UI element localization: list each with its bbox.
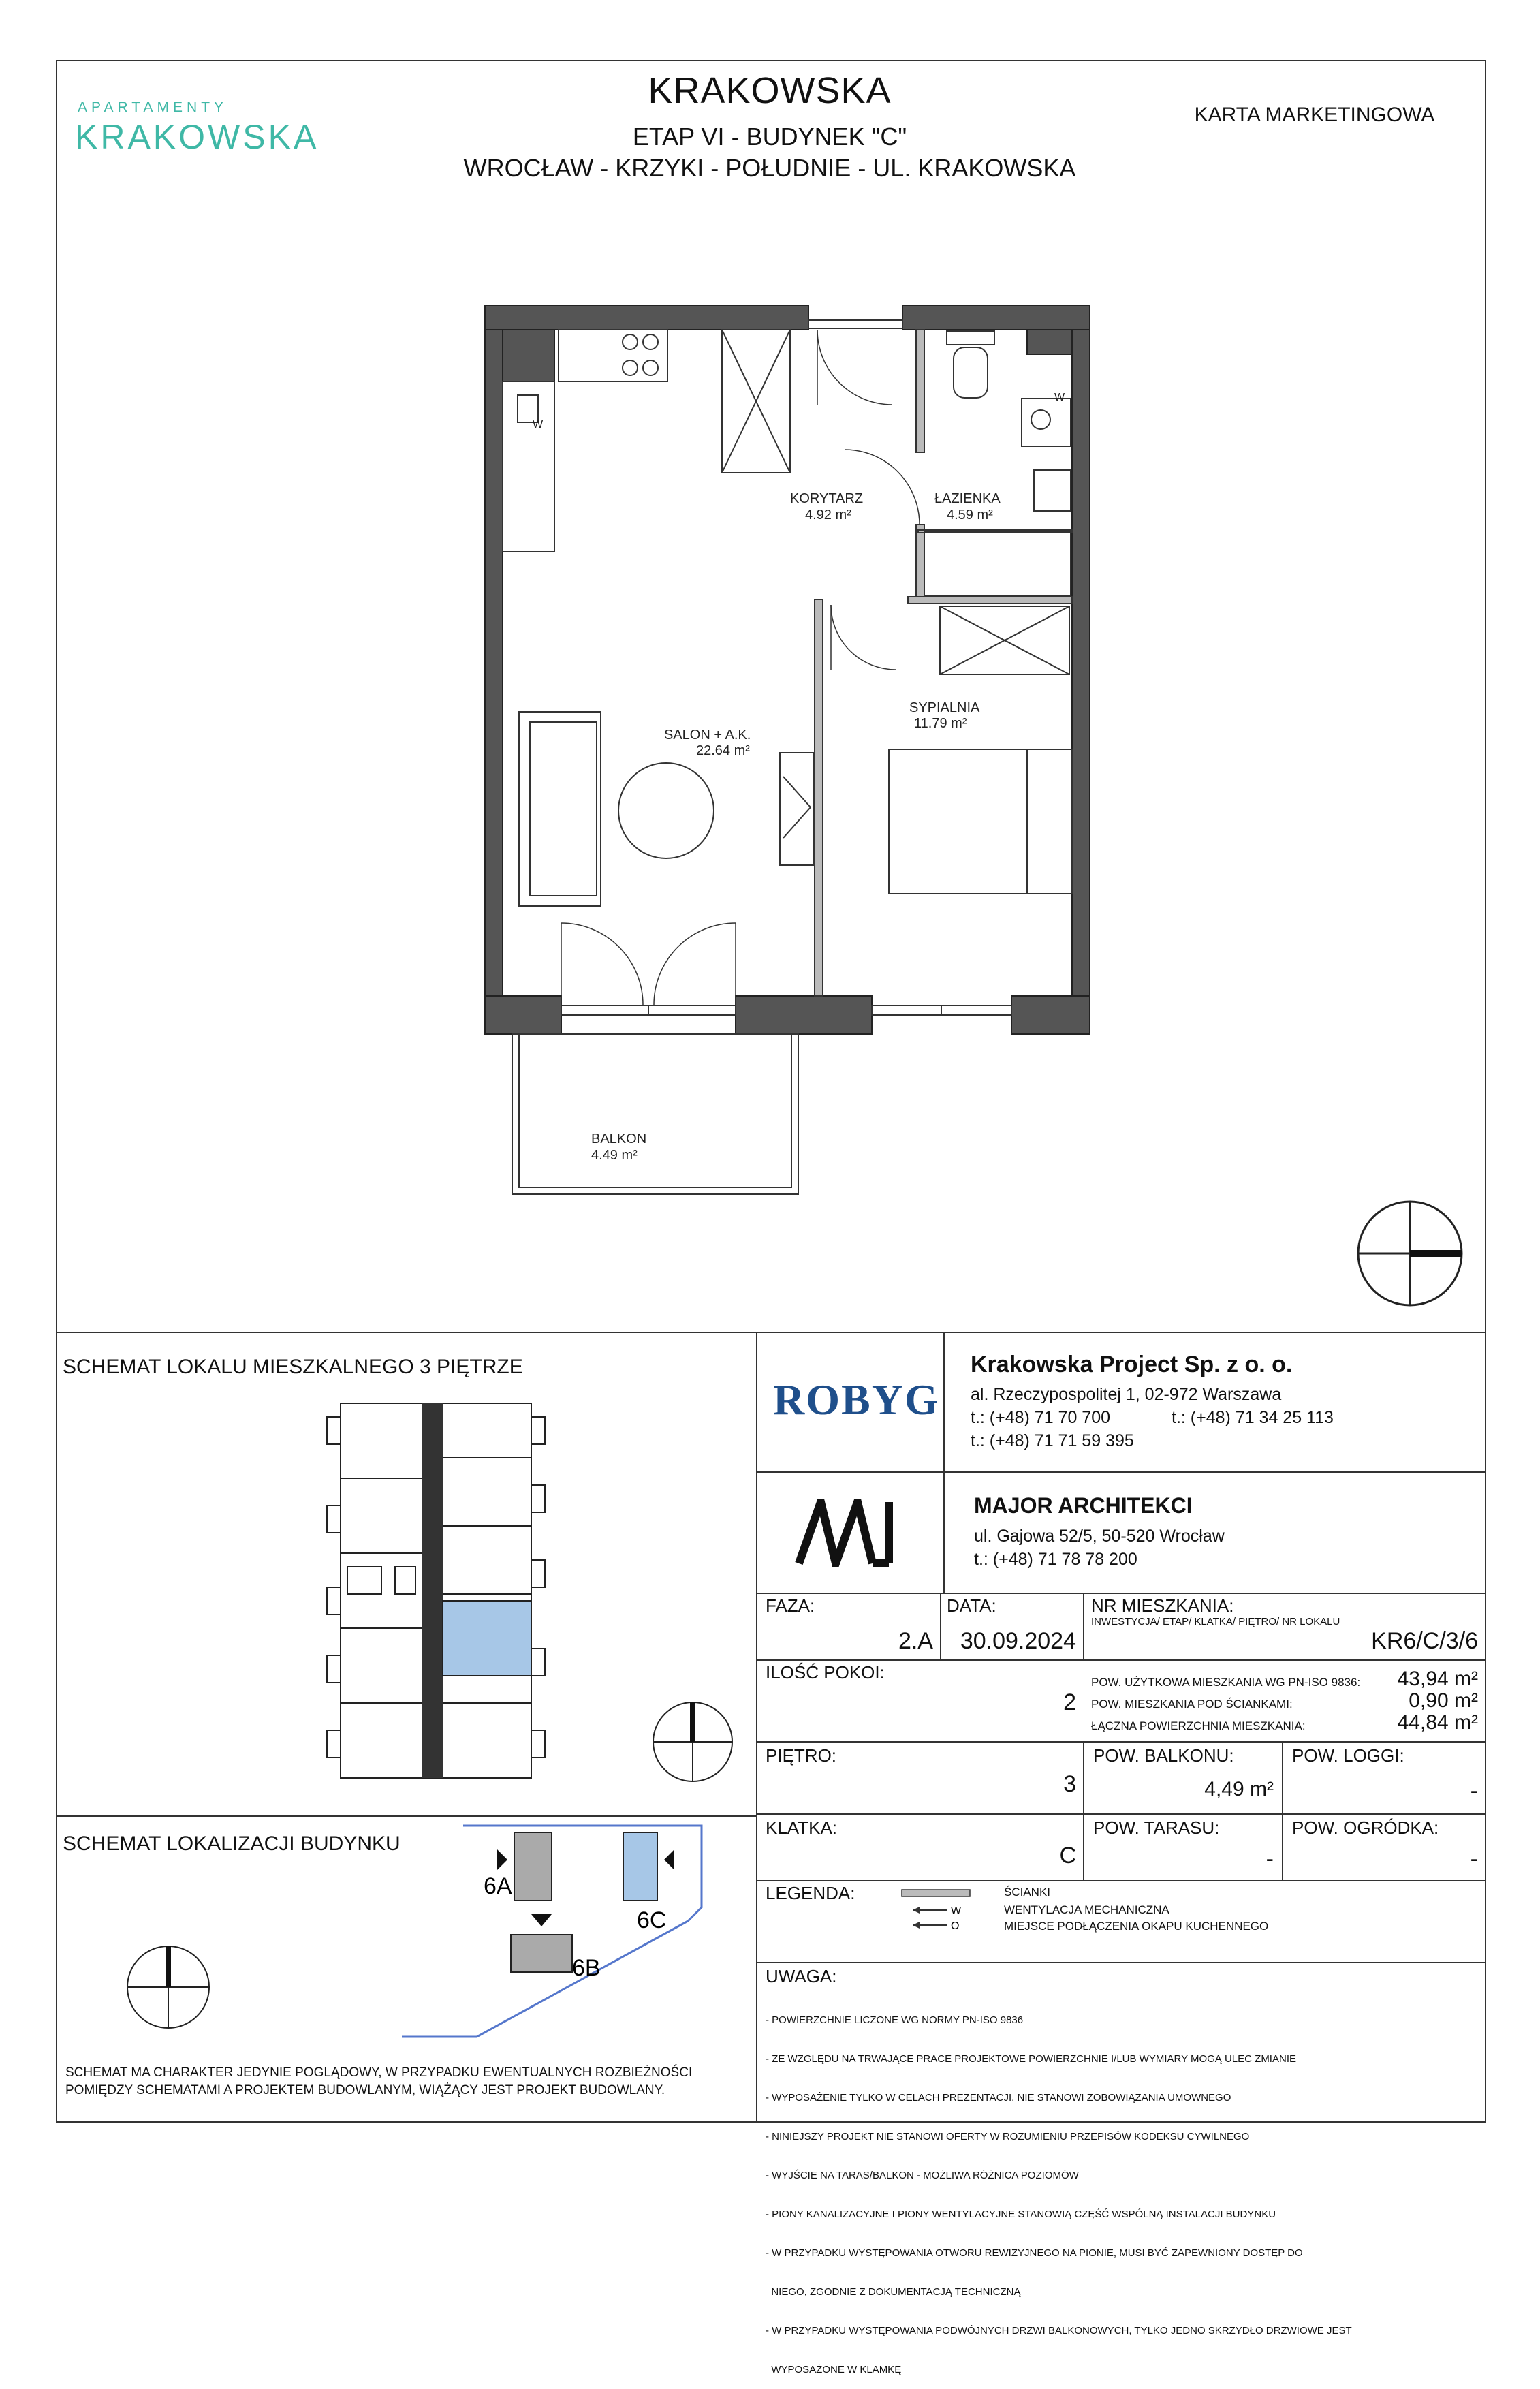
windows — [561, 320, 1011, 1015]
legenda-sym-o: O — [951, 1920, 960, 1932]
nr-sublabel: INWESTYCJA/ ETAP/ KLATKA/ PIĘTRO/ NR LOKALU — [1091, 1616, 1340, 1627]
building-6a: 6A — [484, 1873, 512, 1899]
major-architekci-logo — [793, 1499, 909, 1567]
divider-r5 — [756, 1962, 1486, 1963]
klatka-label: KLATKA: — [766, 1817, 838, 1838]
schemat-budynku-diagram — [388, 1819, 729, 2044]
faza-label: FAZA: — [766, 1595, 815, 1616]
uwaga-line: - POWIERZCHNIE LICZONE WG NORMY PN-ISO 9836 — [766, 2014, 1024, 2026]
divider-c1 — [940, 1593, 941, 1659]
uwaga-line: - WYJŚCIE NA TARAS/BALKON - MOŻLIWA RÓŻNICA POZIOMÓW — [766, 2170, 1079, 2181]
budynek-compass-icon — [124, 1943, 213, 2031]
building-6c: 6C — [637, 1907, 667, 1933]
developer-address: al. Rzeczypospolitej 1, 02-972 Warszawa — [971, 1385, 1282, 1404]
legenda-symbols — [899, 1886, 981, 1940]
divider-left — [56, 1815, 756, 1817]
pietro-value: 3 — [1063, 1771, 1076, 1797]
developer-phone2: t.: (+48) 71 34 25 113 — [1172, 1408, 1334, 1427]
pow-laczna-label: ŁĄCZNA POWIERZCHNIA MIESZKANIA: — [1091, 1719, 1306, 1732]
architect-phone: t.: (+48) 71 78 78 200 — [974, 1550, 1137, 1569]
balkon-value: 4,49 m² — [1204, 1778, 1274, 1800]
balcony — [512, 1034, 798, 1194]
uwaga-line: - W PRZYPADKU WYSTĘPOWANIA PODWÓJNYCH DRZWI BALKONOWYCH, TYLKO JEDNO SKRZYDŁO DRZWIOWE JEST — [766, 2325, 1352, 2337]
card-label: KARTA MARKETINGOWA — [1194, 104, 1435, 126]
schemat-note: SCHEMAT MA CHARAKTER JEDYNIE POGLĄDOWY, W PRZYPADKU EWENTUALNYCH ROZBIEŻNOŚCI POMIĘDZY SCHEMATAMI A PROJEKTEM BUDOWLANYM, WIĄŻĄCY JEST PROJEKT BUDOWLANY. — [65, 2065, 693, 2097]
developer-name: Krakowska Project Sp. z o. o. — [971, 1352, 1293, 1377]
building-6b: 6B — [572, 1955, 601, 1981]
uwaga-line: NIEGO, ZGODNIE Z DOKUMENTACJĄ TECHNICZNĄ — [766, 2286, 1021, 2298]
data-value: 30.09.2024 — [960, 1628, 1076, 1654]
schemat-budynku-title: SCHEMAT LOKALIZACJI BUDYNKU — [63, 1832, 400, 1855]
loggia-value: - — [1470, 1778, 1478, 1804]
robyg-logo: ROBYG — [773, 1375, 940, 1424]
korytarz-area: 4.92 m² — [805, 508, 851, 522]
uwaga-line: - ZE WZGLĘDU NA TRWAJĄCE PRACE PROJEKTOWE POWIERZCHNIE I/LUB WYMIARY MOGĄ ULEC ZMIANIE — [766, 2053, 1296, 2065]
balkon-name: BALKON — [591, 1131, 647, 1146]
pow-uzytkowa-value: 43,94 m² — [1397, 1668, 1478, 1690]
page-subtitle-location: WROCŁAW - KRZYKI - POŁUDNIE - UL. KRAKOWSKA — [463, 154, 1076, 182]
logo-line1: APARTAMENTY — [78, 99, 228, 115]
pow-laczna-value: 44,84 m² — [1397, 1711, 1478, 1734]
lazienka-area: 4.59 m² — [947, 508, 993, 522]
schemat-compass-icon — [650, 1700, 735, 1784]
architect-address: ul. Gajowa 52/5, 50-520 Wrocław — [974, 1527, 1225, 1546]
sypialnia-name: SYPIALNIA — [909, 700, 980, 715]
logo-line2: KRAKOWSKA — [75, 118, 319, 156]
divider-main — [56, 1332, 1486, 1333]
uwaga-label: UWAGA: — [766, 1966, 837, 1986]
uwaga-line: - WYPOSAŻENIE TYLKO W CELACH PREZENTACJI, NIE STANOWI ZOBOWIĄZANIA UMOWNEGO — [766, 2092, 1231, 2104]
taras-label: POW. TARASU: — [1093, 1817, 1220, 1838]
salon-area: 22.64 m² — [696, 743, 750, 758]
divider-c3 — [1083, 1741, 1084, 1880]
divider-c2 — [1083, 1593, 1084, 1659]
salon-name: SALON + A.K. — [664, 728, 751, 743]
klatka-value: C — [1059, 1843, 1076, 1869]
faza-value: 2.A — [898, 1628, 933, 1654]
page-title: KRAKOWSKA — [648, 70, 892, 111]
pow-sciankami-value: 0,90 m² — [1409, 1689, 1478, 1712]
architect-name: MAJOR ARCHITEKCI — [974, 1493, 1193, 1518]
loggia-label: POW. LOGGI: — [1292, 1745, 1404, 1766]
legenda-item3: MIEJSCE PODŁĄCZENIA OKAPU KUCHENNEGO — [1004, 1920, 1269, 1933]
pow-sciankami-label: POW. MIESZKANIA POD ŚCIANKAMI: — [1091, 1698, 1293, 1711]
legenda-sym-w: W — [951, 1905, 962, 1917]
vent-mark-1: W — [533, 419, 544, 431]
lazienka-name: ŁAZIENKA — [934, 491, 1001, 506]
divider-arch — [756, 1593, 1486, 1594]
divider-c4 — [1282, 1741, 1283, 1880]
developer-phone3: t.: (+48) 71 71 59 395 — [971, 1431, 1134, 1450]
pokoi-label: ILOŚĆ POKOI: — [766, 1662, 885, 1683]
partitions — [815, 330, 1072, 996]
developer-phone1: t.: (+48) 71 70 700 — [971, 1408, 1111, 1427]
schemat-lokalu-diagram — [313, 1390, 559, 1798]
ogrodek-label: POW. OGRÓDKA: — [1292, 1817, 1439, 1838]
divider-r3 — [756, 1813, 1486, 1815]
uwaga-list — [766, 1988, 1474, 2389]
divider-dev — [756, 1471, 1486, 1473]
uwaga-line: - PIONY KANALIZACYJNE I PIONY WENTYLACYJNE STANOWIĄ CZĘŚĆ WSPÓLNĄ INSTALACJI BUDYNKU — [766, 2208, 1276, 2220]
highlighted-apartment — [443, 1601, 531, 1676]
pow-uzytkowa-label: POW. UŻYTKOWA MIESZKANIA WG PN-ISO 9836: — [1091, 1676, 1361, 1689]
vent-mark-2: W — [1054, 392, 1065, 403]
legenda-item2: WENTYLACJA MECHANICZNA — [1004, 1903, 1169, 1916]
pokoi-value: 2 — [1063, 1689, 1076, 1715]
divider-r2 — [756, 1741, 1486, 1743]
data-label: DATA: — [947, 1595, 996, 1616]
taras-value: - — [1266, 1846, 1274, 1872]
uwaga-line: WYPOSAŻONE W KLAMKĘ — [766, 2364, 902, 2375]
legenda-item1: ŚCIANKI — [1004, 1886, 1051, 1899]
uwaga-line: - NINIEJSZY PROJEKT NIE STANOWI OFERTY W ROZUMIENIU PRZEPISÓW KODEKSU CYWILNEGO — [766, 2131, 1250, 2142]
divider-logo — [943, 1332, 945, 1593]
divider-vertical — [756, 1332, 757, 2123]
korytarz-name: KORYTARZ — [790, 491, 864, 506]
pietro-label: PIĘTRO: — [766, 1745, 837, 1766]
compass-icon — [1355, 1199, 1464, 1308]
divider-r4 — [756, 1880, 1486, 1881]
bed — [889, 749, 1072, 894]
page-subtitle-etap: ETAP VI - BUDYNEK "C" — [632, 123, 907, 151]
doors — [561, 330, 920, 1005]
balkon-area: 4.49 m² — [591, 1148, 638, 1163]
sypialnia-area: 11.79 m² — [914, 716, 967, 731]
balkon-label: POW. BALKONU: — [1093, 1745, 1234, 1766]
uwaga-line: - W PRZYPADKU WYSTĘPOWANIA OTWORU REWIZYJNEGO NA PIONIE, MUSI BYĆ ZAPEWNIONY DOSTĘP DO — [766, 2247, 1303, 2259]
ogrodek-value: - — [1470, 1846, 1478, 1872]
divider-r1 — [756, 1659, 1486, 1661]
nr-value: KR6/C/3/6 — [1371, 1628, 1478, 1654]
schemat-lokalu-title: SCHEMAT LOKALU MIESZKALNEGO 3 PIĘTRZE — [63, 1356, 523, 1378]
legenda-label: LEGENDA: — [766, 1883, 855, 1903]
nr-label: NR MIESZKANIA: — [1091, 1595, 1234, 1616]
